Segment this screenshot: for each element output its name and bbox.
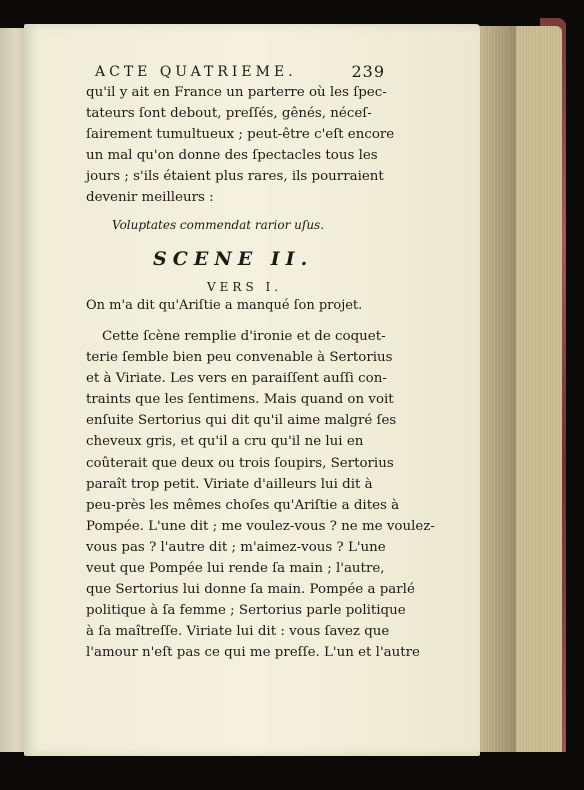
commentary-line: et à Viriate. Les vers en paraiſſent auſſi con- xyxy=(86,371,387,387)
commentary-line: politique à ſa femme ; Sertorius parle politique xyxy=(86,603,406,619)
commentary-line: enſuite Sertorius qui dit qu'il aime malgré ſes xyxy=(86,413,397,429)
scene-title: SCENE II. xyxy=(153,248,314,270)
intro-paragraph xyxy=(86,82,395,209)
previous-page-edge xyxy=(0,28,27,758)
intro-line: qu'il y ait en France un parterre où les ſpec- xyxy=(86,85,387,100)
verse-label: VERS I. xyxy=(207,280,283,294)
running-head-title: ACTE QUATRIEME. xyxy=(95,64,297,80)
latin-quote: Voluptates commendat rarior uſus. xyxy=(112,218,325,232)
commentary-paragraph xyxy=(86,326,435,664)
commentary-line: vous pas ? l'autre dit ; m'aimez-vous ? L'une xyxy=(86,539,386,555)
running-head xyxy=(95,64,385,83)
page-number: 239 xyxy=(351,62,385,81)
intro-line: jours ; s'ils étaient plus rares, ils pourraient xyxy=(86,169,384,185)
intro-line: tateurs ſont debout, preſſés, gênés, néceſ- xyxy=(86,106,372,122)
commentary-line: Pompée. L'une dit ; me voulez-vous ? ne me voulez- xyxy=(86,518,435,534)
commentary-line: veut que Pompée lui rende ſa main ; l'autre, xyxy=(86,561,385,577)
commentary-line: que Sertorius lui donne ſa main. Pompée a parlé xyxy=(86,582,415,598)
commentary-line: terie ſemble bien peu convenable à Sertorius xyxy=(86,350,393,366)
intro-line: un mal qu'on donne des ſpectacles tous les xyxy=(86,148,378,164)
commentary-line: traints que les ſentimens. Mais quand on voit xyxy=(86,392,394,408)
commentary-line: cheveux gris, et qu'il a cru qu'il ne lui en xyxy=(86,434,364,450)
commentary-line: l'amour n'eſt pas ce qui me preſſe. L'un et l'autre xyxy=(86,645,420,661)
bottom-shadow xyxy=(0,752,584,790)
verse-line: On m'a dit qu'Ariſtie a manqué ſon projet. xyxy=(86,298,363,313)
page-stack-shadow xyxy=(476,26,516,768)
commentary-line: coûterait que deux ou trois ſoupirs, Sertorius xyxy=(86,455,394,471)
commentary-line: Cette ſcène remplie d'ironie et de coquet- xyxy=(102,329,386,344)
commentary-line: à ſa maîtreſſe. Viriate lui dit : vous ſavez que xyxy=(86,624,390,640)
intro-line: ſairement tumultueux ; peut-être c'eſt encore xyxy=(86,127,395,143)
commentary-line: peu-près les mêmes choſes qu'Ariſtie a dites à xyxy=(86,497,400,513)
commentary-line: paraît trop petit. Viriate d'ailleurs lui dit à xyxy=(86,476,373,492)
intro-line: devenir meilleurs : xyxy=(86,190,214,206)
